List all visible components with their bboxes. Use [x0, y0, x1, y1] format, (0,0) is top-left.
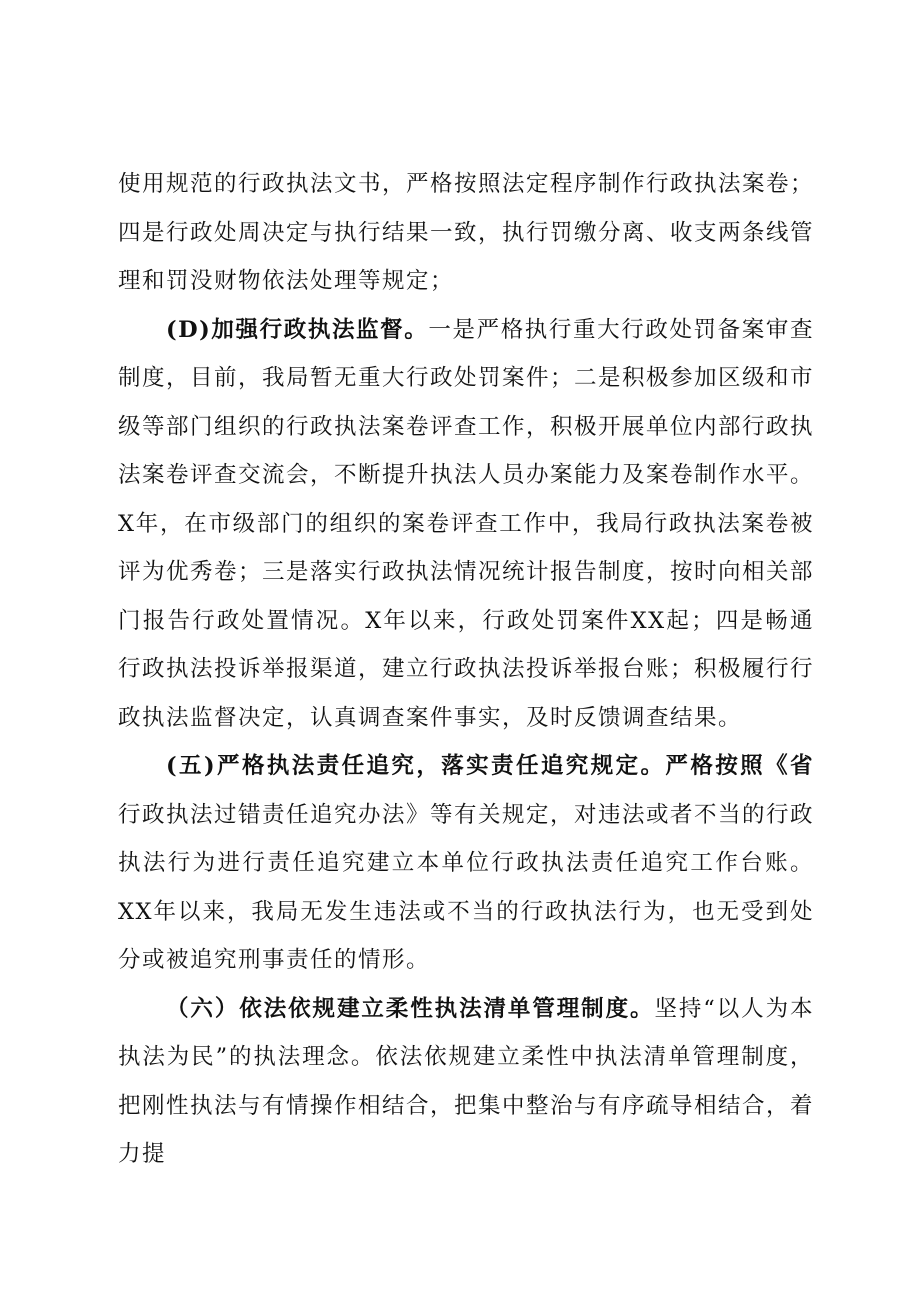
paragraph-3-text: 行政执法过错责任追究办法》等有关规定，对违法或者不当的行政执法行为进行责任追究建立本单位行政执法责任追究工作台账。XX年以来，我局无发生违法或不当的行政执法行为，也无受到处分或被追究刑事责任的情形。 [118, 801, 815, 973]
paragraph-4-heading: （六）依法依规建立柔性执法清单管理制度。 [166, 995, 655, 1022]
paragraph-2-heading: (D)加强行政执法监督。 [166, 316, 429, 343]
document-body [118, 160, 814, 1179]
paragraph-3-heading: (五)严格执法责任追究，落实责任追究规定。严格按照《省 [166, 753, 814, 779]
paragraph-4 [118, 985, 814, 1179]
paragraph-1 [118, 160, 814, 306]
paragraph-2-text: 一是严格执行重大行政处罚备案审查制度，目前，我局暂无重大行政处罚案件；二是积极参加区级和市级等部门组织的行政执法案卷评查工作，积极开展单位内部行政执法案卷评查交流会，不断提升执法人员办案能力及案卷制作水平。X年，在市级部门的组织的案卷评查工作中，我局行政执法案卷被评为优秀卷；三是落实行政执法情况统计报告制度，按时向相关部门报告行政处置情况。X年以来，行政处罚案件XX起；四是畅通行政执法投诉举报渠道，建立行政执法投诉举报台账；积极履行行政执法监督决定，认真调查案件事实，及时反馈调查结果。 [118, 316, 815, 731]
paragraph-2 [118, 306, 814, 743]
paragraph-1-text: 使用规范的行政执法文书，严格按照法定程序制作行政执法案卷；四是行政处周决定与执行结果一致，执行罚缴分离、收支两条线管理和罚没财物依法处理等规定； [118, 171, 815, 294]
paragraph-4-text: 坚持“以人为本执法为民”的执法理念。依法依规建立柔性中执法清单管理制度，把刚性执法与有情操作相结合，把集中整治与有序疏导相结合，着力提 [118, 995, 815, 1167]
paragraph-3 [118, 742, 814, 985]
